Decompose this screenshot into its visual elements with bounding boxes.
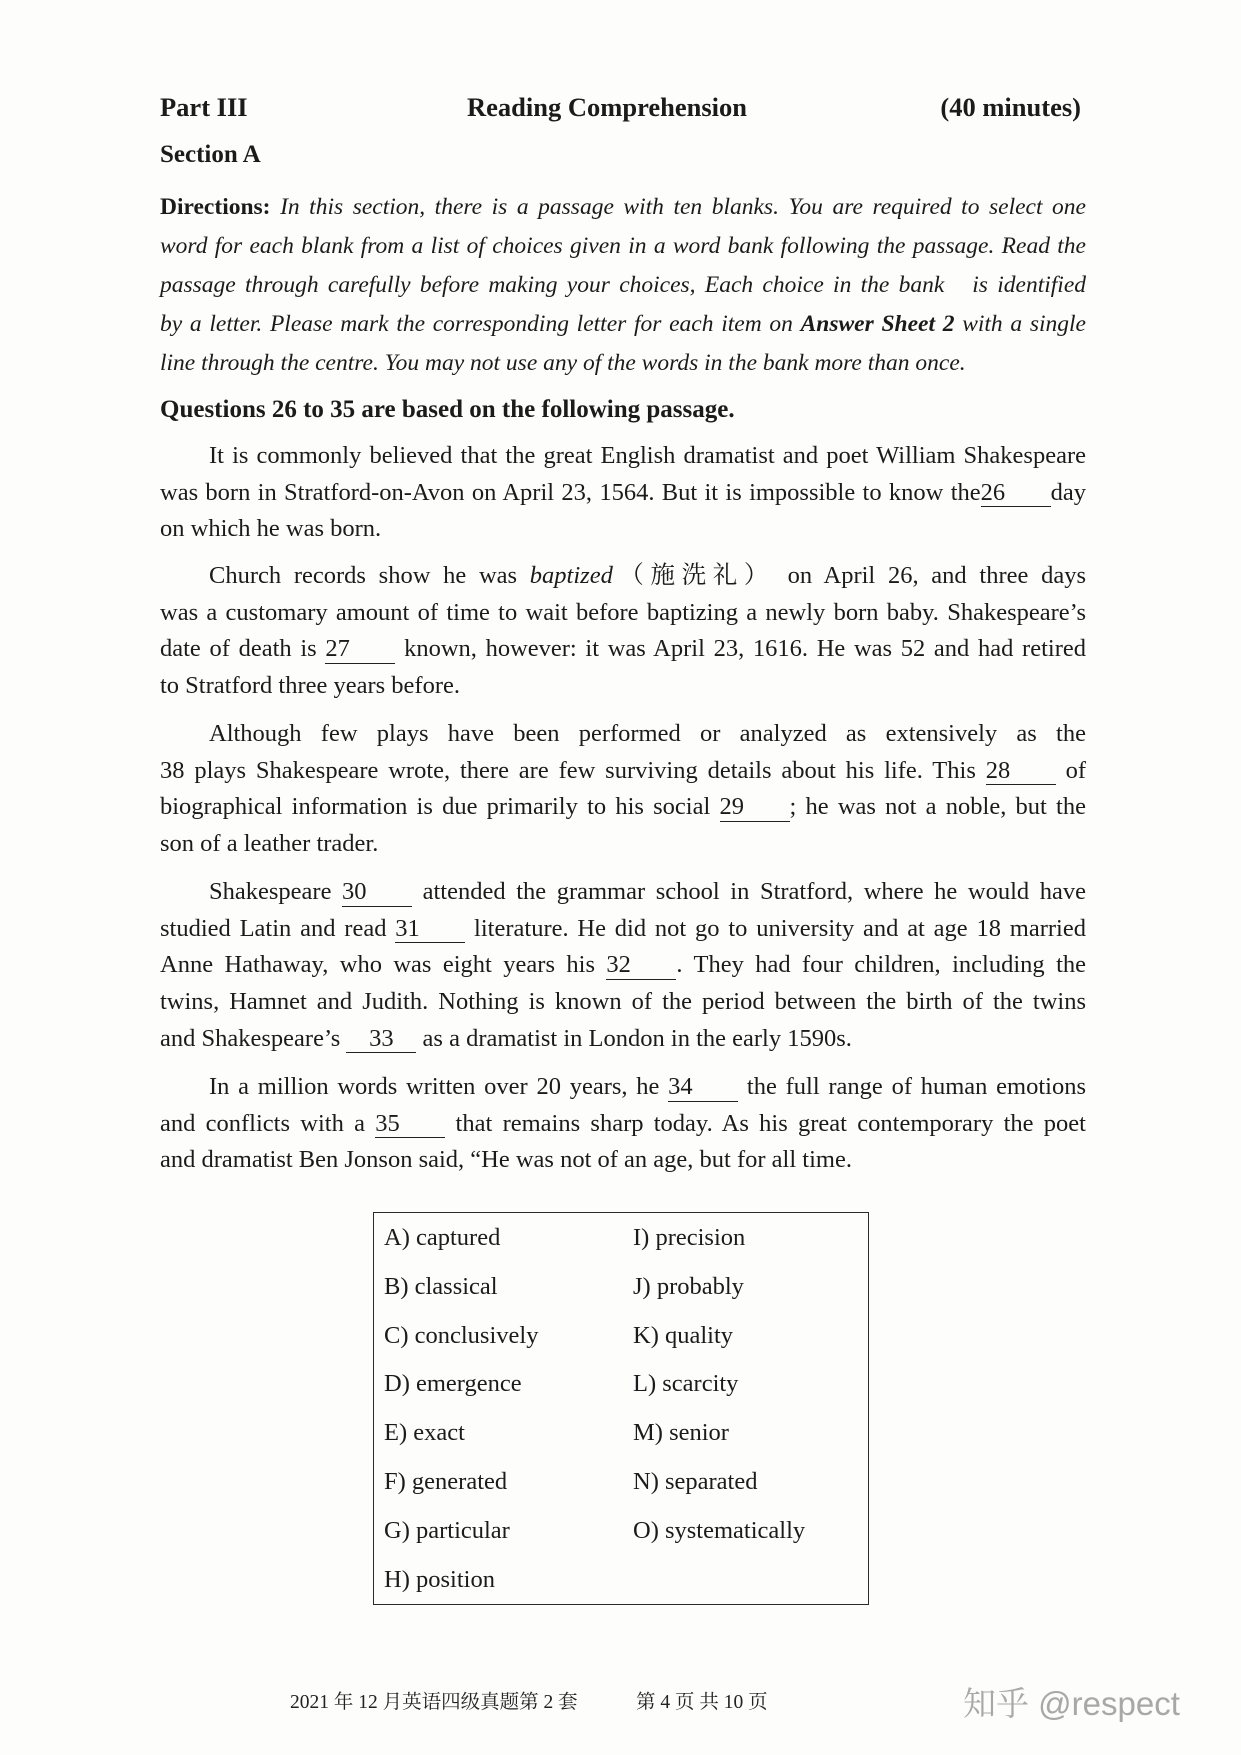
word-bank-letter: A) [384,1224,410,1251]
word-bank-item-L [633,1360,868,1409]
passage-text: twins, Hamnet and Judith. Nothing is known of the period between the birth of the twins [160,988,1086,1016]
word-bank-item-N [633,1458,868,1507]
word-bank-item-I [633,1214,868,1263]
questions-heading: Questions 26 to 35 are based on the following passage. [160,396,735,423]
directions-italic-text: with a single [954,311,1086,337]
passage-text: 38 plays Shakespeare wrote, there are few surviving details about his life. This [160,756,986,784]
directions-bold-text: Directions: [160,194,271,220]
word-bank-word: precision [655,1224,746,1251]
passage-text: Although few plays have been performed or analyzed as extensively as the [209,720,1086,747]
word-bank-letter: D) [384,1370,410,1398]
word-bank-grid [374,1213,868,1604]
word-bank-letter: G) [384,1516,410,1544]
passage-text: day [1050,478,1086,506]
word-bank-word: conclusively [414,1321,539,1349]
word-bank-word: exact [413,1419,465,1447]
word-bank-letter: C) [384,1321,409,1349]
word-bank-item-C [384,1312,633,1361]
directions-line [160,188,1086,227]
word-bank-word: quality [664,1321,734,1349]
word-bank-item-J [633,1263,868,1312]
passage-text: studied Latin and read [160,914,396,942]
blank-33: 33 [346,1027,416,1054]
passage-text: Church records show he was [209,562,530,589]
passage-paragraph-2 [160,558,1086,705]
directions-block [160,188,1086,383]
blank-32: 32 [606,953,676,980]
word-bank-item-B [384,1263,633,1312]
word-bank-word: captured [415,1224,501,1251]
passage-line [160,631,1086,668]
passage-line [160,595,1086,632]
passage-text: Shakespeare [209,878,343,905]
watermark: 知乎 @respect [963,1685,1180,1722]
passage-text: to Stratford three years before. [160,672,460,700]
word-bank-word: senior [669,1419,729,1447]
passage-text: ; he was not a noble, but the [789,793,1086,821]
part-label: Part III [160,92,248,122]
word-bank-letter: M) [633,1419,663,1447]
word-bank-word: scarcity [662,1370,739,1398]
passage-text: and conflicts with a [160,1109,376,1137]
footer-page-number: 第 4 页 共 10 页 [636,1692,768,1713]
passage-text: In a million words written over 20 years, he [209,1073,669,1100]
passage-text: was a customary amount of time to wait before baptizing a newly born baby. Shakespeare’s [160,598,1086,626]
blank-28: 28 [986,759,1056,786]
word-bank-item-O [633,1507,868,1556]
word-bank-word: probably [656,1272,744,1300]
blank-35: 35 [375,1112,445,1139]
word-bank-letter: B) [384,1272,409,1300]
passage-line [160,753,1086,790]
word-bank-item-K [633,1312,868,1361]
word-bank-box [373,1212,869,1605]
passage-paragraph-1 [160,438,1086,548]
passage-line [160,1021,1086,1058]
word-bank-item-F [384,1458,633,1507]
word-bank-letter: L) [633,1370,657,1398]
passage-line [160,911,1086,948]
passage-italic-text: baptized [529,562,613,589]
passage-line [160,438,1086,475]
time-limit: (40 minutes) [940,92,1081,122]
passage-line [160,826,1086,863]
word-bank-word: position [415,1565,495,1593]
passage-line [160,668,1086,705]
passage-line [160,947,1086,984]
passage-text: and Shakespeare’s [160,1024,347,1052]
word-bank-letter: N) [633,1467,659,1495]
blank-34: 34 [668,1075,738,1102]
passage-text: the full range of human emotions [738,1073,1087,1100]
passage-text: known, however: it was April 23, 1616. He was 52 and had retired [395,635,1086,663]
passage-text: （施洗礼） [612,562,775,589]
footer-exam-title: 2021 年 12 月英语四级真题第 2 套 [290,1692,578,1713]
directions-bold-italic-text: Answer Sheet 2 [800,311,955,337]
word-bank-letter: K) [633,1321,659,1349]
passage-line [160,1106,1086,1143]
blank-27: 27 [325,637,395,664]
passage-text: date of death is [160,635,326,663]
passage-line [160,874,1086,911]
passage-line [160,558,1086,595]
passage-line [160,475,1086,512]
passage-text: of [1055,756,1086,784]
word-bank-letter: I) [633,1224,650,1251]
blank-31: 31 [395,917,465,944]
blank-30: 30 [342,880,412,907]
word-bank-word: particular [415,1516,510,1544]
passage-paragraph-5 [160,1069,1086,1179]
passage-text: on which he was born. [160,515,382,543]
word-bank-word: generated [411,1467,508,1495]
word-bank-item-M [633,1409,868,1458]
word-bank-letter: O) [633,1516,659,1544]
directions-italic-text: In this section, there is a passage with ten blanks. You are required to select one [270,194,1086,220]
word-bank-word: classical [414,1272,498,1300]
word-bank-item-E [384,1409,633,1458]
word-bank-word: emergence [415,1370,522,1398]
passage-paragraph-4 [160,874,1086,1058]
word-bank-word: separated [664,1467,758,1495]
passage-text: It is commonly believed that the great English dramatist and poet William Shakespeare [209,442,1086,469]
directions-line [160,266,1086,305]
passage-text: . They had four children, including the [676,951,1086,979]
passage-text: that remains sharp today. As his great contemporary the poet [445,1109,1086,1137]
passage-text: literature. He did not go to university and at age 18 married [465,914,1086,942]
directions-italic-text: passage through carefully before making your choices, Each choice in the bank is identified [160,272,1086,298]
directions-line [160,344,1086,383]
word-bank-item-D [384,1360,633,1409]
part-title: Reading Comprehension [467,92,748,122]
passage-line [160,1142,1086,1179]
word-bank-item-A [384,1214,633,1263]
word-bank-item-H [384,1556,633,1605]
blank-29: 29 [720,795,790,822]
passage-paragraph-3 [160,716,1086,863]
passage-text: and dramatist Ben Jonson said, “He was not of an age, but for all time. [160,1146,852,1174]
passage-line [160,1069,1086,1106]
directions-line [160,305,1086,344]
directions-line [160,227,1086,266]
word-bank-word: systematically [664,1516,806,1544]
passage-line [160,716,1086,753]
passage-text: was born in Stratford-on-Avon on April 23, 1564. But it is impossible to know the [160,478,981,506]
section-title: Section A [160,141,261,168]
passage-text: son of a leather trader. [160,830,379,858]
passage-text: biographical information is due primarily to his social [160,793,720,821]
passage-text: Anne Hathaway, who was eight years his [160,951,607,979]
blank-26: 26 [981,481,1051,508]
word-bank-item-G [384,1507,633,1556]
passage-line [160,984,1086,1021]
word-bank-letter: H) [384,1565,410,1593]
passage-text: on April 26, and three days [774,562,1086,589]
word-bank-letter: F) [384,1467,406,1495]
word-bank-letter: E) [384,1419,408,1447]
directions-italic-text: line through the centre. You may not use any of the words in the bank more than once. [160,350,966,376]
passage-text: as a dramatist in London in the early 1590s. [416,1024,852,1052]
word-bank-letter: J) [633,1272,651,1300]
passage-text: attended the grammar school in Stratford, where he would have [412,878,1086,905]
passage-line [160,511,1086,548]
directions-italic-text: word for each blank from a list of choices given in a word bank following the passage. Read the [160,233,1086,259]
passage-line [160,789,1086,826]
directions-italic-text: by a letter. Please mark the corresponding letter for each item on [160,311,801,337]
